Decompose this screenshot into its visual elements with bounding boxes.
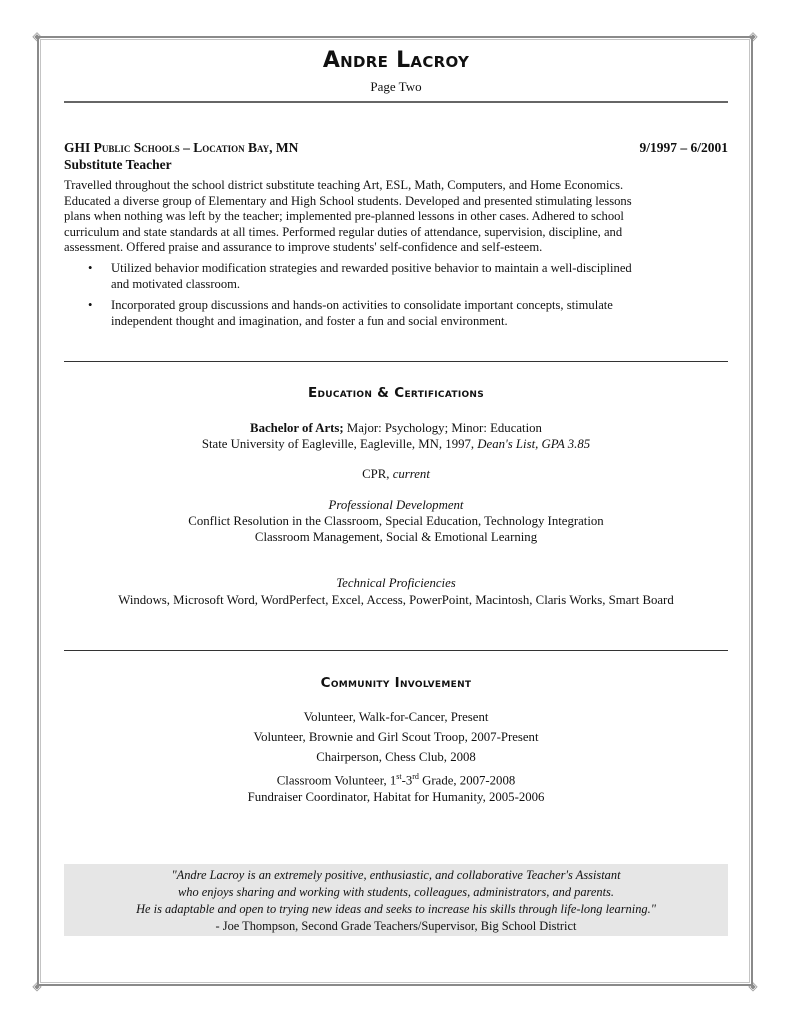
- community-item: Chairperson, Chess Club, 2008: [316, 750, 476, 764]
- bullet-text-line: and motivated classroom.: [111, 276, 241, 291]
- degree-details: Major: Psychology; Minor: Education: [343, 421, 542, 435]
- job-description-line: assessment. Offered praise and assurance to improve students' self-confidence and self-esteem.: [64, 240, 543, 254]
- bullet-text-line: Incorporated group discussions and hands-on activities to consolidate important concepts, stimulate: [111, 298, 613, 312]
- job-description-line: Travelled throughout the school district substitute teaching Art, ESL, Math, Computers, and Home Economics.: [64, 178, 624, 192]
- community-item: [0, 769, 792, 788]
- school-name: State University of Eagleville, Eagleville, MN, 1997,: [201, 437, 478, 451]
- ordinal-suffix: st: [396, 772, 402, 781]
- degree-name: Bachelor of Arts;: [250, 421, 344, 435]
- bullet-text-line: Utilized behavior modification strategies and rewarded positive behavior to maintain a well-disciplined: [111, 261, 632, 275]
- testimonial-line: "Andre Lacroy is an extremely positive, enthusiastic, and collaborative Teacher's Assistant: [171, 868, 621, 882]
- testimonial-line: who enjoys sharing and working with students, colleagues, administrators, and parents.: [178, 885, 614, 899]
- technical-proficiencies-line: Windows, Microsoft Word, WordPerfect, Excel, Access, PowerPoint, Macintosh, Claris Works, Smart Board: [118, 593, 674, 607]
- testimonial-box: [64, 864, 728, 936]
- job-description-line: curriculum and state standards at all times. Performed regular duties of attendance, supervision, discipline, and: [64, 224, 623, 239]
- professional-development-line: Classroom Management, Social & Emotional Learning: [254, 530, 538, 544]
- classroom-volunteer-text: Classroom Volunteer, 1: [276, 773, 397, 788]
- community-item: Fundraiser Coordinator, Habitat for Humanity, 2005-2006: [247, 790, 545, 804]
- employer-heading: GHI Public Schools – Location Bay, MN: [64, 140, 299, 155]
- cpr-status: current: [392, 467, 430, 481]
- job-description-line: Educated a diverse group of Elementary and High School students. Developed and presented stimulating lessons: [64, 193, 632, 208]
- candidate-name: Andre Lacroy: [322, 48, 470, 73]
- degree-line: [0, 420, 792, 436]
- bullet-icon: •: [88, 261, 93, 275]
- community-item: Volunteer, Walk-for-Cancer, Present: [303, 710, 489, 724]
- testimonial-attribution: - Joe Thompson, Second Grade Teachers/Supervisor, Big School District: [215, 919, 577, 933]
- classroom-volunteer-text: -3: [401, 773, 413, 788]
- testimonial-line: He is adaptable and open to trying new ideas and seeks to increase his skills through life-long learning.": [136, 902, 656, 916]
- header-divider: [64, 101, 728, 103]
- job-description-line: plans when nothing was left by the teacher; implemented pre-planned lessons in other cases. Adhered to school: [64, 209, 624, 223]
- section-divider: [64, 361, 728, 362]
- cpr-label: CPR,: [362, 467, 393, 481]
- job-description: [64, 178, 728, 256]
- corner-ornament-icon: ◈: [748, 29, 758, 43]
- classroom-volunteer-text: Grade, 2007-2008: [418, 773, 516, 788]
- honors: Dean's List, GPA 3.85: [477, 437, 591, 451]
- bullet-icon: •: [88, 298, 93, 312]
- education-section-title: Education & Certifications: [307, 385, 485, 401]
- bullet-text-line: independent thought and imagination, and foster a fun and social environment.: [111, 313, 508, 328]
- professional-development-heading: Professional Development: [328, 498, 464, 512]
- school-line: [0, 436, 792, 452]
- job-title: Substitute Teacher: [64, 157, 172, 172]
- professional-development-line: Conflict Resolution in the Classroom, Special Education, Technology Integration: [188, 514, 604, 528]
- cpr-line: [0, 466, 792, 482]
- page-label: Page Two: [370, 79, 422, 94]
- community-item: Volunteer, Brownie and Girl Scout Troop, 2007-Present: [253, 730, 539, 744]
- corner-ornament-icon: ◈: [748, 979, 758, 993]
- achievement-list: [64, 261, 728, 335]
- corner-ornament-icon: ◈: [32, 29, 42, 43]
- corner-ornament-icon: ◈: [32, 979, 42, 993]
- technical-proficiencies-heading: Technical Proficiencies: [336, 576, 456, 590]
- section-divider: [64, 650, 728, 651]
- list-item: [64, 261, 728, 292]
- ordinal-suffix: rd: [412, 772, 419, 781]
- employment-dates: 9/1997 – 6/2001: [639, 140, 728, 155]
- community-section-title: Community Involvement: [320, 675, 472, 691]
- list-item: [64, 298, 728, 329]
